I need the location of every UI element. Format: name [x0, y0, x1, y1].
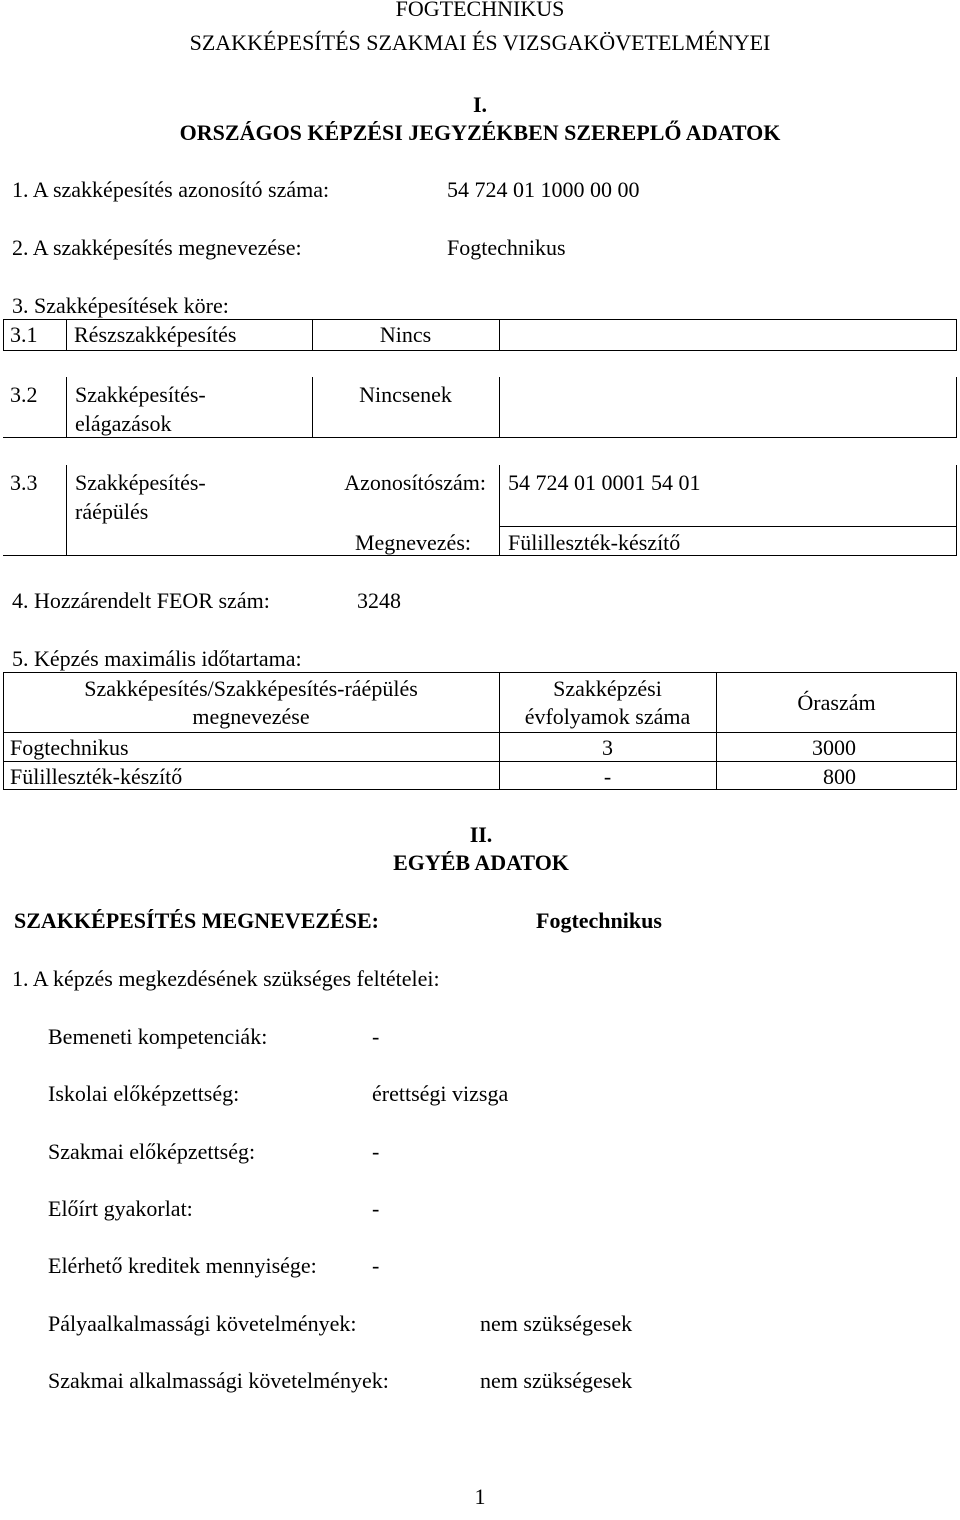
- document-title-line2: SZAKKÉPESÍTÉS SZAKMAI ÉS VIZSGAKÖVETELMÉNYEI: [189, 30, 771, 55]
- row-3-2-value: Nincsenek: [359, 382, 452, 407]
- duration-header-name-line2: megnevezése: [192, 704, 310, 729]
- condition-value: nem szükségesek: [480, 1368, 633, 1393]
- row-3-3-divider: [499, 465, 500, 556]
- duration-row-name: Fülilleszték-készítő: [10, 764, 183, 789]
- section1-title: ORSZÁGOS KÉPZÉSI JEGYZÉKBEN SZEREPLŐ ADATOK: [179, 120, 781, 145]
- condition-value: -: [372, 1196, 380, 1221]
- row-3-3-id-value: 54 724 01 0001 54 01: [508, 470, 701, 495]
- condition-label: Előírt gyakorlat:: [48, 1196, 193, 1221]
- row-3-3-label-line2: ráépülés: [75, 499, 149, 524]
- row-3-2-divider: [499, 377, 500, 438]
- qualification-name-label: SZAKKÉPESÍTÉS MEGNEVEZÉSE:: [14, 908, 379, 933]
- duration-row-hours: 3000: [812, 735, 856, 760]
- condition-value: -: [372, 1139, 380, 1164]
- row-3-1-value: Nincs: [379, 322, 432, 347]
- condition-value: -: [372, 1024, 380, 1049]
- item2-label: 2. A szakképesítés megnevezése:: [12, 235, 302, 260]
- row-3-1-divider: [499, 319, 500, 351]
- row-3-3-mid-line: [499, 526, 957, 527]
- row-3-3-divider: [956, 465, 957, 556]
- row-3-3-name-label: Megnevezés:: [354, 530, 471, 555]
- duration-row-hours: 800: [823, 764, 856, 789]
- duration-header-years-line2: évfolyamok száma: [524, 704, 691, 729]
- row-3-3-label-line1: Szakképesítés-: [75, 470, 206, 495]
- row-3-3-divider: [66, 465, 67, 556]
- item3-label: 3. Szakképesítések köre:: [12, 293, 229, 318]
- duration-row-name: Fogtechnikus: [10, 735, 129, 760]
- duration-header-years-line1: Szakképzési: [553, 676, 662, 701]
- condition-value: érettségi vizsga: [372, 1081, 509, 1106]
- section2-roman: II.: [469, 822, 493, 847]
- condition-label: Szakmai előképzettség:: [48, 1139, 256, 1164]
- row-3-3-name-value: Fülilleszték-készítő: [508, 530, 681, 555]
- item4-value: 3248: [357, 588, 401, 613]
- item1-label: 1. A szakképesítés azonosító száma:: [12, 177, 330, 202]
- section1-roman: I.: [472, 92, 488, 117]
- item2-value: Fogtechnikus: [447, 235, 566, 260]
- row-3-2-label-line1: Szakképesítés-: [75, 382, 206, 407]
- row-3-1-number: 3.1: [10, 322, 38, 347]
- section2-item1-label: 1. A képzés megkezdésének szükséges feltételei:: [12, 966, 440, 991]
- condition-label: Bemeneti kompetenciák:: [48, 1024, 268, 1049]
- page-number: 1: [474, 1484, 486, 1509]
- condition-value: -: [372, 1253, 380, 1278]
- condition-label: Szakmai alkalmassági követelmények:: [48, 1368, 389, 1393]
- row-3-1-divider: [66, 319, 67, 351]
- row-3-3-number: 3.3: [10, 470, 38, 495]
- condition-value: nem szükségesek: [480, 1311, 633, 1336]
- condition-label: Iskolai előképzettség:: [48, 1081, 240, 1106]
- row-3-2-number: 3.2: [10, 382, 38, 407]
- duration-header-hours: Óraszám: [797, 690, 876, 715]
- row-3-2-label-line2: elágazások: [75, 411, 172, 436]
- row-3-2-divider: [956, 377, 957, 438]
- row-3-3-id-label: Azonosítószám:: [344, 470, 486, 495]
- row-3-3-bottom-line: [3, 555, 957, 556]
- qualification-name-value: Fogtechnikus: [536, 908, 662, 933]
- duration-header-name-line1: Szakképesítés/Szakképesítés-ráépülés: [84, 676, 418, 701]
- condition-label: Pályaalkalmassági követelmények:: [48, 1311, 357, 1336]
- document-title-line1: FOGTECHNIKUS: [395, 0, 565, 21]
- item1-value: 54 724 01 1000 00 00: [447, 177, 640, 202]
- duration-row-years: 3: [602, 735, 613, 760]
- condition-label: Elérhető kreditek mennyisége:: [48, 1253, 317, 1278]
- section2-title: EGYÉB ADATOK: [393, 850, 569, 875]
- duration-table-row-divider: [3, 732, 957, 733]
- item5-label: 5. Képzés maximális időtartama:: [12, 646, 302, 671]
- item4-label: 4. Hozzárendelt FEOR szám:: [12, 588, 270, 613]
- row-3-2-divider: [66, 377, 67, 438]
- duration-row-years: -: [603, 764, 612, 789]
- row-3-1-label: Részszakképesítés: [74, 322, 237, 347]
